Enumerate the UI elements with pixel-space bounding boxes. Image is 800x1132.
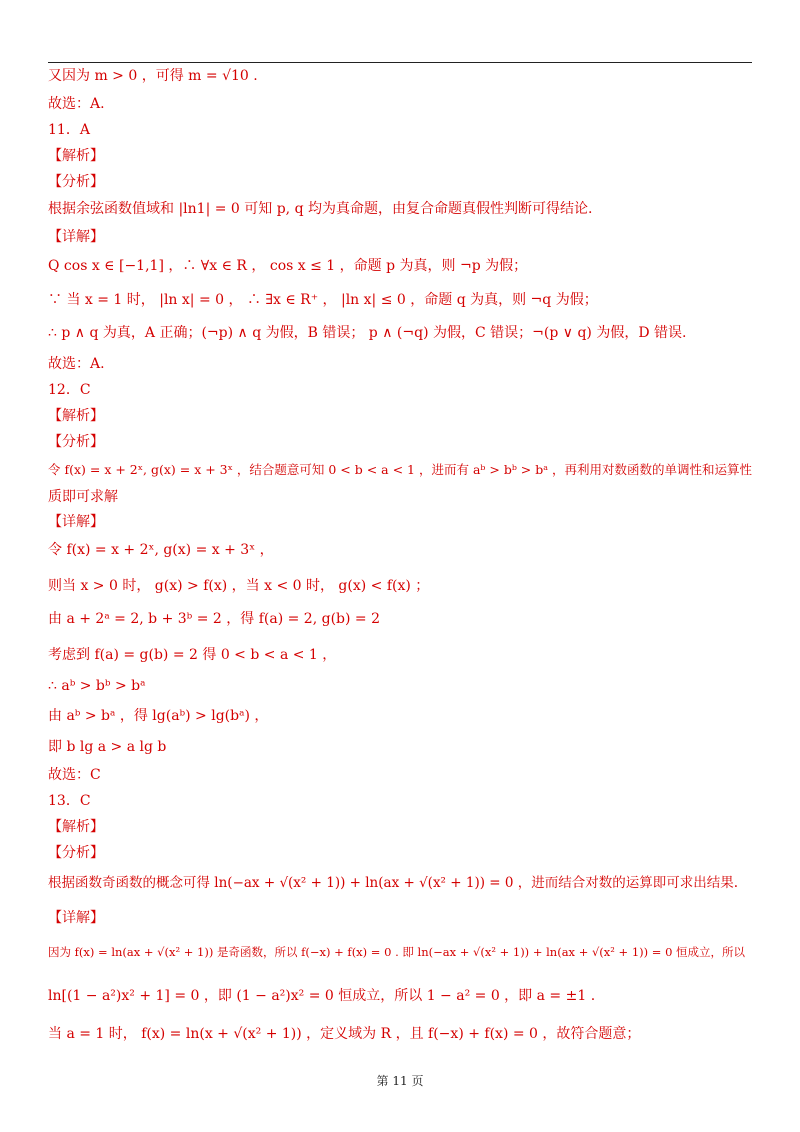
section-heading: 【解析】 [48, 819, 104, 835]
question-number: 12．C [48, 382, 91, 398]
question-number: 13．C [48, 793, 91, 809]
page-number: 第 11 页 [376, 1074, 424, 1088]
text-line: 故选：A. [48, 356, 105, 372]
question-number: 11．A [48, 122, 90, 138]
text-line: 考虑到 f(a) = g(b) = 2 得 0 < b < a < 1 ， [48, 647, 337, 663]
text-line: 根据函数奇函数的概念可得 ln(−ax + √(x² + 1)) + ln(ax + √(x² + 1)) = 0 ，进而结合对数的运算即可求出结果. [48, 875, 739, 891]
text-line: 即 b lg a > a lg b [48, 739, 167, 755]
text-line: 质即可求解 [48, 489, 118, 505]
section-heading: 【详解】 [48, 910, 104, 926]
header-rule [48, 62, 752, 63]
section-heading: 【分析】 [48, 174, 104, 190]
text-line: Q cos x ∈ [−1,1] ，∴ ∀x ∈ R ， cos x ≤ 1 ，命题 p 为真，则 ¬p 为假； [48, 258, 528, 274]
text-line: ∴ aᵇ > bᵇ > bᵃ [48, 678, 146, 694]
text-line: 根据余弦函数值域和 |ln1| = 0 可知 p, q 均为真命题，由复合命题真假性判断可得结论. [48, 201, 593, 217]
text-line: 则当 x > 0 时， g(x) > f(x) ，当 x < 0 时， g(x) < f(x) ； [48, 578, 430, 594]
text-line: 又因为 m > 0 ，可得 m = √10 . [48, 68, 258, 84]
text-line: ln[(1 − a²)x² + 1] = 0 ，即 (1 − a²)x² = 0 恒成立，所以 1 − a² = 0 ，即 a = ±1 . [48, 988, 596, 1004]
section-heading: 【解析】 [48, 148, 104, 164]
text-line: ∵ 当 x = 1 时， |ln x| = 0 ， ∴ ∃x ∈ R⁺ ， |ln x| ≤ 0 ，命题 q 为真，则 ¬q 为假； [48, 292, 598, 308]
section-heading: 【详解】 [48, 229, 104, 245]
section-heading: 【详解】 [48, 514, 104, 530]
text-line: 令 f(x) = x + 2ˣ, g(x) = x + 3ˣ ， [48, 542, 274, 558]
text-line: 因为 f(x) = ln(ax + √(x² + 1)) 是奇函数，所以 f(−x) + f(x) = 0 . 即 ln(−ax + √(x² + 1)) + ln(ax + √(x² + 1)) = 0 恒成立，所以 [48, 945, 746, 959]
text-line: 故选：A. [48, 96, 105, 112]
section-heading: 【解析】 [48, 408, 104, 424]
text-line: 由 a + 2ᵃ = 2, b + 3ᵇ = 2 ，得 f(a) = 2, g(b) = 2 [48, 611, 380, 627]
text-line: ∴ p ∧ q 为真，A 正确；(¬p) ∧ q 为假，B 错误； p ∧ (¬q) 为假，C 错误；¬(p ∨ q) 为假，D 错误. [48, 325, 687, 341]
section-heading: 【分析】 [48, 434, 104, 450]
text-line: 故选：C [48, 767, 101, 783]
section-heading: 【分析】 [48, 845, 104, 861]
text-line: 当 a = 1 时， f(x) = ln(x + √(x² + 1)) ，定义域为 R ，且 f(−x) + f(x) = 0 ，故符合题意； [48, 1026, 641, 1042]
text-line: 令 f(x) = x + 2ˣ, g(x) = x + 3ˣ ，结合题意可知 0 < b < a < 1 ，进而有 aᵇ > bᵇ > bᵃ ，再利用对数函数的单调性和运算性 [48, 462, 753, 477]
text-line: 由 aᵇ > bᵃ ，得 lg(aᵇ) > lg(bᵃ) ， [48, 708, 269, 724]
